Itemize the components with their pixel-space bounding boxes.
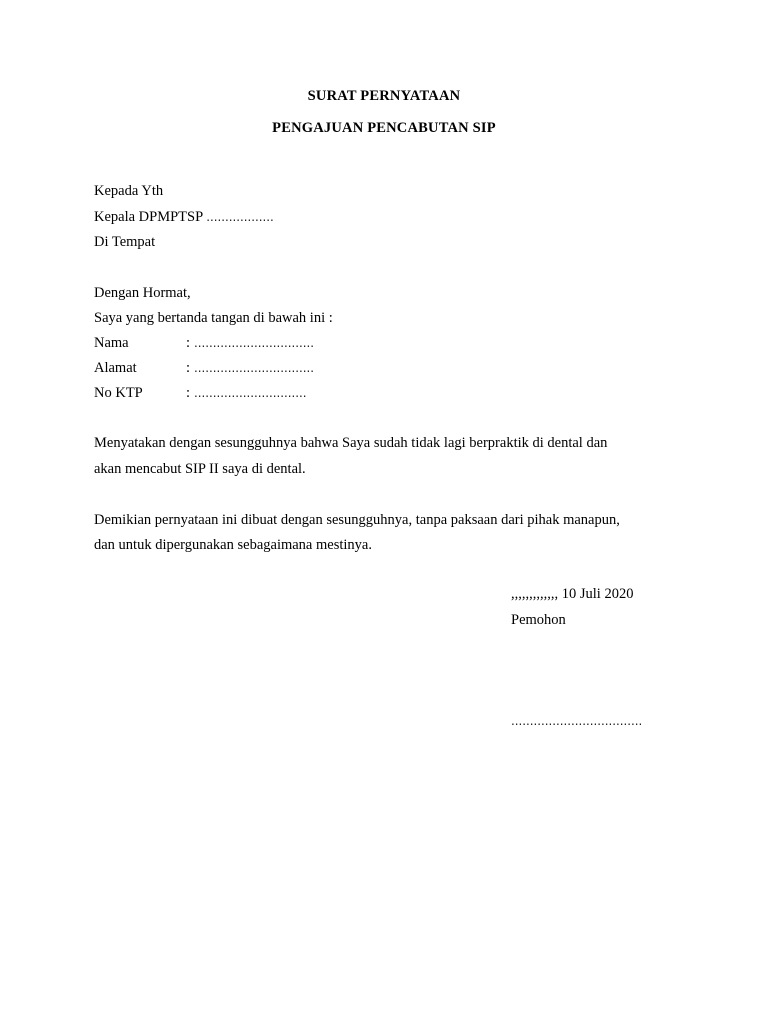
statement-line-1: Menyatakan dengan sesungguhnya bahwa Saya sudah tidak lagi berpraktik di dental dan (94, 435, 608, 451)
document-title: SURAT PERNYATAAN (307, 88, 461, 104)
closing-line-2: dan untuk dipergunakan sebagaimana mestinya. (94, 537, 372, 553)
statement-line-2: akan mencabut SIP II saya di dental. (94, 461, 306, 477)
recipient-line-3: Di Tempat (94, 234, 156, 250)
signature-role: Pemohon (511, 612, 566, 628)
signature-place-date: ,,,,,,,,,,,,, 10 Juli 2020 (511, 586, 634, 602)
field-separator: : (186, 360, 191, 376)
document-subtitle: PENGAJUAN PENCABUTAN SIP (272, 120, 496, 136)
field-value-blank: .............................. (194, 385, 307, 400)
field-separator: : (186, 335, 191, 351)
field-label: Alamat (94, 360, 137, 376)
recipient-line-1: Kepada Yth (94, 183, 164, 199)
intro-text: Saya yang bertanda tangan di bawah ini : (94, 310, 333, 326)
field-separator: : (186, 385, 191, 401)
field-row-address (94, 359, 314, 377)
recipient-office-blank: .................. (206, 209, 274, 224)
field-row-name (94, 334, 314, 352)
field-value-blank: ................................ (194, 360, 315, 375)
closing-line-1: Demikian pernyataan ini dibuat dengan sesungguhnya, tanpa paksaan dari pihak manapun, (94, 512, 620, 528)
field-row-ktp (94, 384, 307, 402)
field-label: No KTP (94, 385, 143, 401)
recipient-office: Kepala DPMPTSP (94, 209, 207, 225)
signature-name-blank: ................................... (511, 713, 643, 728)
greeting: Dengan Hormat, (94, 285, 191, 301)
field-label: Nama (94, 335, 129, 351)
field-value-blank: ................................ (194, 335, 315, 350)
recipient-line-2 (94, 208, 274, 226)
